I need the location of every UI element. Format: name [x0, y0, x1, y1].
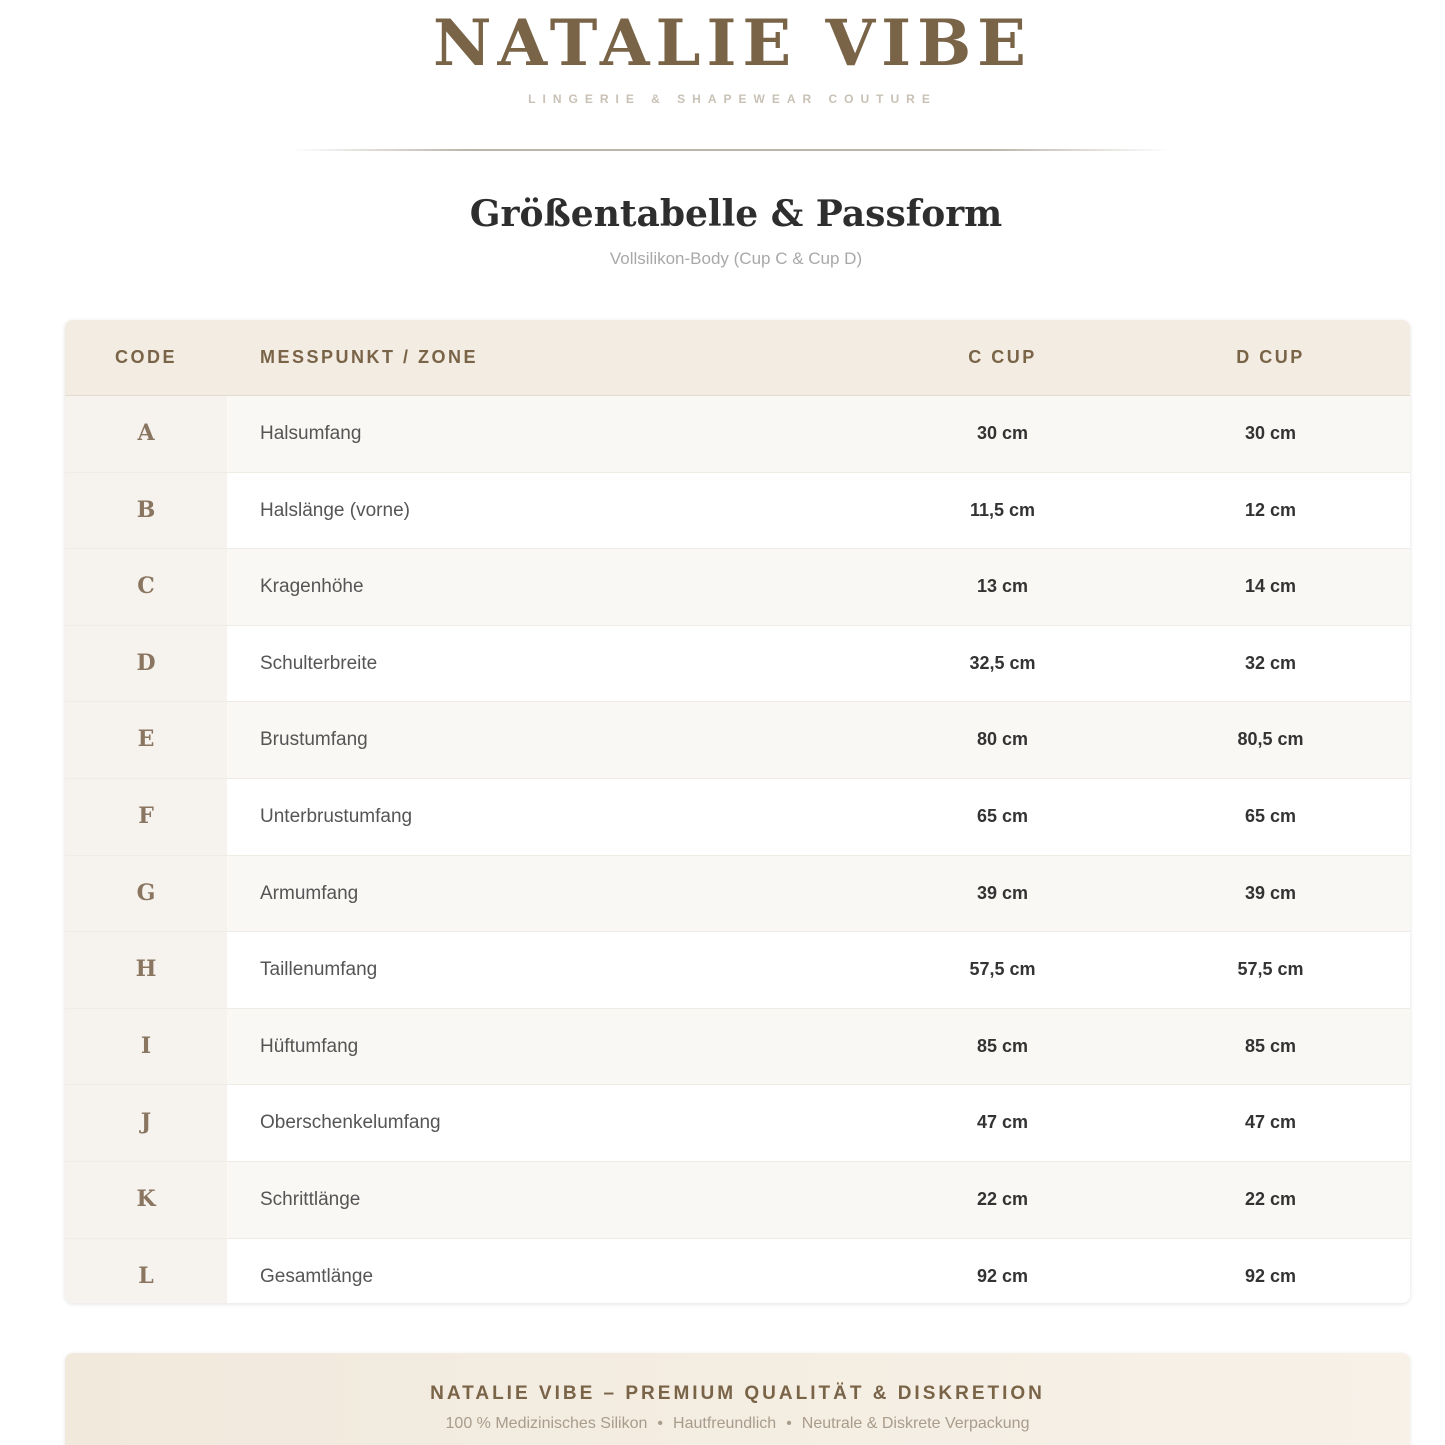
row-zone: Schrittlänge — [260, 1188, 361, 1210]
table-row — [65, 779, 1410, 856]
footer-features — [65, 1415, 1410, 1433]
row-code: G — [65, 856, 227, 932]
row-d-cup-value: 12 cm — [1244, 499, 1297, 520]
row-code: B — [65, 473, 227, 549]
table-row — [65, 1239, 1410, 1303]
row-d-cup-value: 30 cm — [1244, 423, 1297, 443]
row-c-cup-value: 80 cm — [976, 729, 1029, 750]
row-code: D — [65, 626, 227, 702]
table-header — [65, 320, 1410, 396]
table-row — [65, 626, 1410, 703]
table-row — [65, 549, 1410, 626]
row-zone: Gesamtlänge — [260, 1265, 374, 1287]
row-d-cup-value: 39 cm — [1244, 882, 1297, 903]
row-zone: Hüftumfang — [260, 1035, 359, 1057]
page-title: Größentabelle & Passform — [469, 193, 1003, 235]
row-c-cup-value: 11,5 cm — [969, 499, 1036, 520]
row-d-cup-value: 47 cm — [1244, 1112, 1297, 1133]
row-d-cup-value: 22 cm — [1244, 1188, 1297, 1209]
row-code: A — [65, 396, 227, 472]
table-body — [65, 396, 1410, 1303]
row-c-cup-value: 39 cm — [976, 882, 1029, 903]
row-c-cup-value: 92 cm — [976, 1265, 1029, 1286]
row-d-cup-value: 65 cm — [1244, 805, 1297, 826]
row-code: E — [65, 702, 227, 778]
row-zone: Oberschenkelumfang — [260, 1112, 441, 1134]
row-d-cup-value: 80,5 cm — [1237, 729, 1304, 750]
row-code: L — [65, 1239, 227, 1303]
feature-packaging: Neutrale & Diskrete Verpackung — [801, 1415, 1030, 1432]
row-code: K — [65, 1162, 227, 1238]
row-code: H — [65, 932, 227, 1008]
header-c-cup: C CUP — [968, 347, 1037, 367]
row-c-cup-value: 47 cm — [976, 1112, 1029, 1133]
row-c-cup-value: 85 cm — [976, 1035, 1029, 1056]
row-zone: Brustumfang — [260, 729, 368, 751]
feature-separator: • — [786, 1415, 792, 1432]
row-zone: Taillenumfang — [260, 959, 378, 981]
row-d-cup-value: 14 cm — [1244, 576, 1297, 597]
row-code: I — [65, 1009, 227, 1085]
row-c-cup-value: 57,5 cm — [969, 959, 1036, 980]
feature-skin-friendly: Hautfreundlich — [673, 1415, 777, 1432]
row-zone: Armumfang — [260, 882, 359, 904]
table-row — [65, 856, 1410, 933]
footer-title: NATALIE VIBE – PREMIUM QUALITÄT & DISKRETION — [430, 1383, 1045, 1404]
row-code: C — [65, 549, 227, 625]
header-divider — [290, 149, 1170, 151]
brand-logo: NATALIE VIBE — [433, 6, 1032, 81]
row-zone: Schulterbreite — [260, 652, 378, 674]
row-code: J — [65, 1085, 227, 1161]
row-code: F — [65, 779, 227, 855]
row-zone: Unterbrustumfang — [260, 805, 413, 827]
header-zone: MESSPUNKT / ZONE — [260, 347, 479, 367]
row-d-cup-value: 57,5 cm — [1237, 959, 1304, 980]
row-d-cup-value: 32 cm — [1244, 652, 1297, 673]
header-d-cup: D CUP — [1236, 347, 1305, 367]
table-row — [65, 396, 1410, 473]
brand-tagline: LINGERIE & SHAPEWEAR COUTURE — [528, 92, 937, 106]
row-d-cup-value: 85 cm — [1244, 1035, 1297, 1056]
table-row — [65, 1085, 1410, 1162]
row-c-cup-value: 65 cm — [976, 805, 1029, 826]
table-row — [65, 1009, 1410, 1086]
row-zone: Halslänge (vorne) — [260, 499, 410, 521]
size-table — [65, 320, 1410, 1303]
table-row — [65, 932, 1410, 1009]
feature-silicone: 100 % Medizinisches Silikon — [445, 1415, 648, 1432]
row-zone: Halsumfang — [260, 423, 362, 444]
footer-banner — [65, 1353, 1410, 1445]
row-d-cup-value: 92 cm — [1244, 1265, 1297, 1286]
table-row — [65, 473, 1410, 550]
row-c-cup-value: 22 cm — [976, 1188, 1029, 1209]
feature-separator: • — [657, 1415, 664, 1432]
table-row — [65, 702, 1410, 779]
row-zone: Kragenhöhe — [260, 576, 364, 598]
page-subtitle: Vollsilikon-Body (Cup C & Cup D) — [609, 249, 863, 268]
row-c-cup-value: 32,5 cm — [969, 652, 1036, 673]
row-c-cup-value: 13 cm — [976, 576, 1029, 597]
row-c-cup-value: 30 cm — [976, 423, 1029, 443]
table-row — [65, 1162, 1410, 1239]
header-code: CODE — [114, 347, 177, 367]
